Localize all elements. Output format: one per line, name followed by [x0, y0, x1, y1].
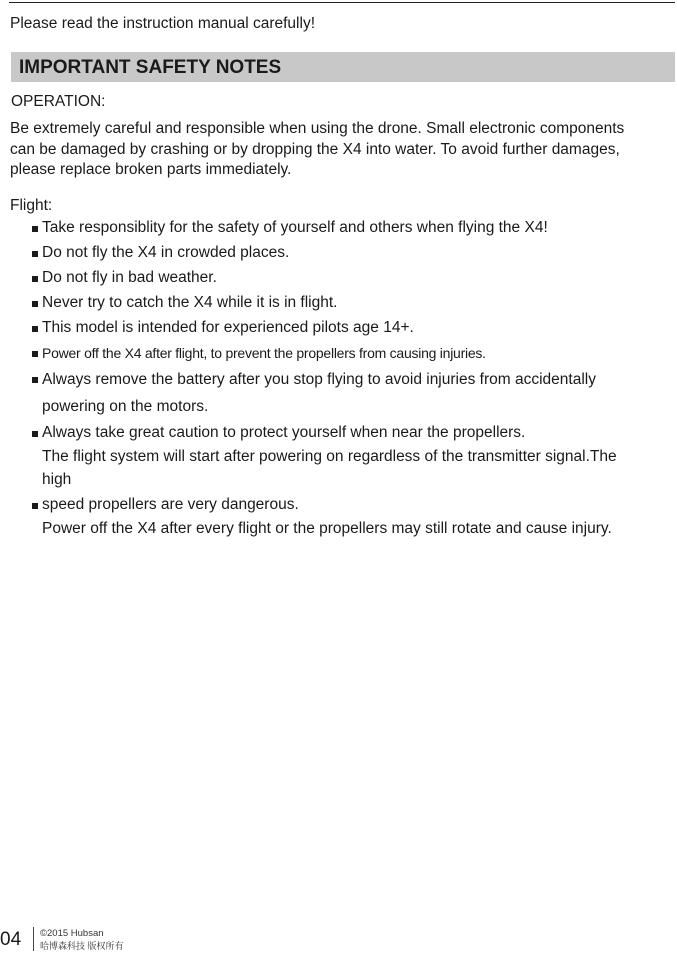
bullet-icon — [32, 251, 38, 257]
page-number: 04 — [0, 929, 22, 950]
flight-item-continuation: Power off the X4 after every flight or the propellers may still rotate and cause injury. — [42, 520, 612, 537]
operation-label: OPERATION: — [11, 93, 106, 110]
bullet-icon — [32, 226, 38, 232]
bullet-icon — [32, 377, 38, 383]
flight-label: Flight: — [10, 197, 53, 214]
bullet-icon — [32, 326, 38, 332]
bullet-icon — [32, 351, 38, 357]
flight-item: Always remove the battery after you stop flying to avoid injuries from accidentally — [42, 371, 596, 388]
operation-line: Be extremely careful and responsible when using the drone. Small electronic components — [10, 120, 625, 137]
flight-item-continuation: powering on the motors. — [42, 398, 209, 415]
flight-item: Do not fly the X4 in crowded places. — [42, 244, 290, 261]
copyright-text: ©2015 Hubsan — [40, 928, 104, 939]
flight-item: Take responsiblity for the safety of yourself and others when flying the X4! — [42, 219, 548, 236]
bullet-icon — [32, 503, 38, 509]
safety-banner: IMPORTANT SAFETY NOTES — [11, 52, 675, 82]
flight-item: Never try to catch the X4 while it is in flight. — [42, 294, 338, 311]
bullet-icon — [32, 431, 38, 437]
operation-paragraph — [10, 119, 676, 181]
flight-item-continuation: The flight system will start after powering on regardless of the transmitter signal.The — [42, 448, 617, 465]
flight-item: Always take great caution to protect yourself when near the propellers. — [42, 424, 526, 441]
footer-divider — [33, 927, 34, 951]
flight-item: This model is intended for experienced pilots age 14+. — [42, 319, 414, 336]
intro-text: Please read the instruction manual carefully! — [10, 15, 315, 32]
bullet-icon — [32, 276, 38, 282]
flight-item: speed propellers are very dangerous. — [42, 496, 299, 513]
rights-text: 哈博森科技 版权所有 — [40, 941, 124, 951]
bullet-icon — [32, 301, 38, 307]
top-rule — [9, 2, 675, 3]
operation-line: can be damaged by crashing or by dropping the X4 into water. To avoid further damages, — [10, 140, 620, 158]
operation-line: please replace broken parts immediately. — [10, 161, 292, 178]
flight-item: Do not fly in bad weather. — [42, 269, 217, 286]
flight-item: Power off the X4 after flight, to prevent the propellers from causing injuries. — [42, 345, 486, 361]
flight-item-continuation: high — [42, 471, 72, 488]
